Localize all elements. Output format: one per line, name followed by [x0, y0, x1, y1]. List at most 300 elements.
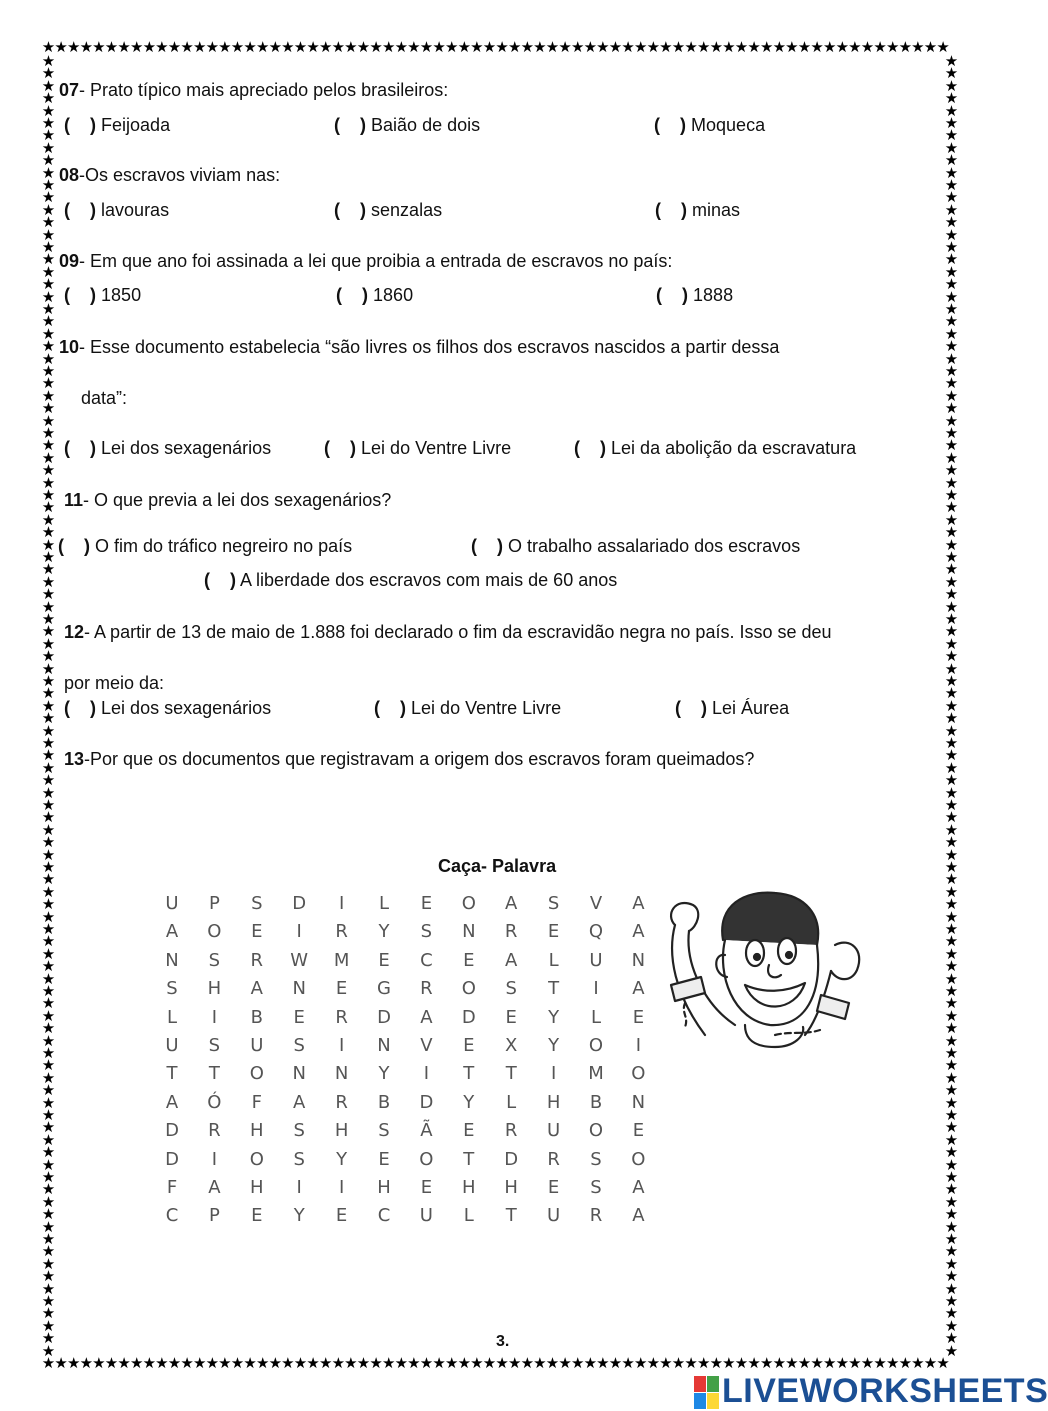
- border-star-icon: ★: [835, 39, 850, 56]
- border-star-icon: ★: [944, 400, 959, 418]
- border-star-icon: ★: [944, 90, 959, 108]
- border-star-icon: ★: [898, 1355, 913, 1372]
- border-star-icon: ★: [785, 39, 799, 56]
- wordsearch-letter[interactable]: H: [207, 978, 222, 1000]
- border-star-icon: ★: [419, 39, 434, 56]
- border-star-icon: ★: [944, 1280, 959, 1298]
- wordsearch-letter[interactable]: V: [589, 893, 603, 914]
- wordsearch-letter[interactable]: A: [632, 1205, 645, 1227]
- border-star-icon: ★: [722, 39, 736, 56]
- border-star-icon: ★: [944, 921, 959, 938]
- wordsearch-letter[interactable]: A: [632, 893, 645, 914]
- wordsearch-letter[interactable]: T: [463, 1063, 475, 1085]
- wordsearch-letter[interactable]: Q: [588, 921, 604, 943]
- wordsearch-letter[interactable]: T: [208, 1063, 220, 1085]
- border-star-icon: ★: [41, 834, 56, 852]
- border-star-icon: ★: [944, 1144, 959, 1162]
- border-star-icon: ★: [944, 1342, 959, 1360]
- border-star-icon: ★: [41, 425, 56, 442]
- border-star-icon: ★: [41, 958, 56, 976]
- border-star-icon: ★: [558, 1355, 572, 1372]
- option-11-b[interactable]: ( ) O trabalho assalariado dos escravos: [471, 536, 801, 556]
- wordsearch-letter[interactable]: E: [335, 978, 348, 1000]
- wordsearch-letter[interactable]: U: [589, 949, 603, 971]
- border-star-icon: ★: [41, 1317, 56, 1335]
- border-star-icon: ★: [306, 39, 320, 56]
- wordsearch-letter[interactable]: U: [547, 1120, 561, 1142]
- option-11-c[interactable]: ( ) A liberdade dos escravos com mais de 60 anos: [204, 570, 618, 590]
- wordsearch-letter[interactable]: N: [377, 1035, 391, 1056]
- wordsearch-letter[interactable]: Y: [548, 1006, 560, 1028]
- wordsearch-letter[interactable]: S: [505, 978, 517, 1000]
- wordsearch-letter[interactable]: S: [547, 893, 560, 914]
- border-star-icon: ★: [944, 536, 959, 554]
- wordsearch-letter[interactable]: A: [505, 949, 518, 971]
- wordsearch-letter[interactable]: S: [293, 1120, 305, 1142]
- wordsearch-letter[interactable]: I: [296, 1177, 302, 1198]
- wordsearch-letter[interactable]: N: [631, 1091, 646, 1113]
- wordsearch-letter[interactable]: P: [208, 1205, 220, 1227]
- border-star-icon: ★: [41, 189, 56, 207]
- wordsearch-letter[interactable]: O: [631, 1063, 646, 1085]
- border-star-icon: ★: [41, 449, 56, 467]
- wordsearch-letter[interactable]: A: [208, 1177, 221, 1198]
- option-09-c[interactable]: ( ) 1888: [656, 285, 734, 305]
- border-star-icon: ★: [41, 1094, 56, 1112]
- wordsearch-letter[interactable]: E: [463, 949, 475, 971]
- wordsearch-letter[interactable]: S: [208, 1035, 221, 1056]
- wordsearch-letter[interactable]: I: [338, 893, 345, 914]
- wordsearch-letter[interactable]: Y: [336, 1148, 348, 1170]
- wordsearch-letter[interactable]: O: [249, 1063, 264, 1085]
- border-star-icon: ★: [41, 933, 56, 951]
- border-star-icon: ★: [104, 1355, 119, 1372]
- border-star-icon: ★: [41, 1131, 56, 1149]
- option-09-b[interactable]: ( ) 1860: [336, 285, 414, 305]
- border-star-icon: ★: [944, 1206, 959, 1224]
- border-star-icon: ★: [41, 338, 56, 356]
- border-star-icon: ★: [898, 39, 913, 56]
- option-07-c[interactable]: ( ) Moqueca: [654, 115, 766, 135]
- border-star-icon: ★: [192, 1355, 207, 1372]
- wordsearch-letter[interactable]: U: [165, 893, 179, 914]
- wordsearch-letter[interactable]: H: [504, 1177, 518, 1198]
- option-12-a[interactable]: ( ) Lei dos sexagenários: [64, 698, 272, 718]
- border-star-icon: ★: [944, 1231, 959, 1248]
- border-star-icon: ★: [944, 710, 959, 728]
- border-star-icon: ★: [369, 1355, 383, 1372]
- wordsearch-letter[interactable]: L: [590, 1006, 602, 1028]
- wordsearch-letter[interactable]: O: [249, 1148, 264, 1170]
- border-star-icon: ★: [41, 611, 56, 628]
- wordsearch-letter[interactable]: W: [290, 949, 309, 971]
- border-star-icon: ★: [944, 115, 959, 132]
- wordsearch-letter[interactable]: I: [550, 1063, 557, 1085]
- wordsearch-letter[interactable]: D: [165, 1120, 179, 1142]
- wordsearch-letter[interactable]: A: [293, 1091, 306, 1113]
- border-star-icon: ★: [142, 39, 157, 56]
- wordsearch-letter[interactable]: P: [208, 893, 220, 914]
- border-star-icon: ★: [944, 1119, 959, 1137]
- wordsearch-letter[interactable]: R: [335, 1091, 348, 1113]
- border-star-icon: ★: [243, 39, 257, 56]
- wordsearch-letter[interactable]: S: [293, 1035, 305, 1056]
- wordsearch-letter[interactable]: O: [461, 893, 476, 914]
- wordsearch-letter[interactable]: F: [166, 1177, 178, 1198]
- wordsearch-letter[interactable]: A: [165, 1091, 179, 1113]
- wordsearch-letter[interactable]: E: [547, 921, 560, 943]
- wordsearch-letter[interactable]: L: [506, 1091, 517, 1113]
- border-star-icon: ★: [944, 1255, 959, 1273]
- border-star-icon: ★: [41, 239, 56, 256]
- border-star-icon: ★: [407, 1355, 421, 1372]
- border-star-icon: ★: [41, 859, 56, 876]
- border-star-icon: ★: [520, 39, 535, 56]
- wordsearch-letter[interactable]: S: [420, 921, 433, 943]
- wordsearch-letter[interactable]: I: [423, 1063, 430, 1085]
- border-star-icon: ★: [944, 1169, 959, 1186]
- wordsearch-letter[interactable]: O: [207, 921, 222, 943]
- wordsearch-letter[interactable]: E: [378, 949, 390, 971]
- border-star-icon: ★: [41, 524, 56, 542]
- wordsearch-letter[interactable]: F: [251, 1091, 262, 1113]
- wordsearch-letter[interactable]: O: [631, 1148, 646, 1170]
- wordsearch-letter[interactable]: Y: [378, 921, 390, 943]
- wordsearch-letter[interactable]: S: [590, 1148, 602, 1170]
- wordsearch-title: Caça- Palavra: [438, 856, 557, 876]
- wordsearch-letter[interactable]: H: [250, 1120, 264, 1142]
- border-star-icon: ★: [944, 995, 959, 1013]
- wordsearch-letter[interactable]: D: [504, 1148, 519, 1170]
- border-star-icon: ★: [381, 39, 396, 56]
- wordsearch-letter[interactable]: S: [251, 893, 263, 914]
- border-star-icon: ★: [41, 573, 56, 591]
- border-star-icon: ★: [759, 39, 774, 56]
- wordsearch-letter[interactable]: S: [378, 1120, 390, 1142]
- option-07-a[interactable]: ( ) Feijoada: [64, 115, 171, 135]
- border-star-icon: ★: [41, 983, 56, 1000]
- wordsearch-letter[interactable]: N: [631, 949, 646, 971]
- border-star-icon: ★: [885, 1355, 900, 1372]
- border-star-icon: ★: [41, 474, 56, 492]
- wordsearch-letter[interactable]: T: [548, 978, 560, 1000]
- wordsearch-letter[interactable]: E: [251, 921, 263, 943]
- border-star-icon: ★: [734, 39, 749, 56]
- wordsearch-letter[interactable]: R: [335, 1006, 348, 1028]
- wordsearch-letter[interactable]: N: [292, 978, 306, 1000]
- wordsearch-letter[interactable]: U: [419, 1205, 433, 1227]
- wordsearch-letter[interactable]: B: [377, 1091, 391, 1113]
- wordsearch-letter[interactable]: T: [505, 1063, 517, 1085]
- wordsearch-letter[interactable]: M: [588, 1063, 604, 1085]
- border-star-icon: ★: [117, 1355, 131, 1372]
- border-star-icon: ★: [142, 1355, 157, 1372]
- border-star-icon: ★: [944, 338, 959, 356]
- border-star-icon: ★: [944, 139, 959, 157]
- border-star-icon: ★: [944, 226, 959, 244]
- border-star-icon: ★: [671, 39, 686, 56]
- wordsearch-letter[interactable]: I: [211, 1148, 218, 1170]
- wordsearch-letter[interactable]: E: [463, 1035, 475, 1056]
- border-star-icon: ★: [684, 39, 698, 56]
- border-star-icon: ★: [944, 598, 959, 616]
- wordsearch-letter[interactable]: A: [165, 921, 179, 943]
- option-12-b[interactable]: ( ) Lei do Ventre Livre: [374, 698, 562, 718]
- wordsearch-letter[interactable]: T: [463, 1148, 475, 1170]
- option-08-b[interactable]: ( ) senzalas: [334, 200, 443, 220]
- wordsearch-letter[interactable]: E: [463, 1120, 475, 1142]
- wordsearch-letter[interactable]: R: [547, 1148, 560, 1170]
- border-star-icon: ★: [944, 573, 959, 591]
- border-star-icon: ★: [646, 39, 661, 56]
- border-star-icon: ★: [944, 821, 959, 839]
- border-star-icon: ★: [570, 39, 585, 56]
- wordsearch-letter[interactable]: T: [505, 1205, 517, 1227]
- wordsearch-letter[interactable]: D: [165, 1148, 179, 1170]
- border-star-icon: ★: [41, 276, 56, 294]
- border-star-icon: ★: [41, 883, 56, 901]
- wordsearch-letter[interactable]: Y: [293, 1205, 305, 1227]
- wordsearch-letter[interactable]: E: [632, 1120, 645, 1142]
- border-star-icon: ★: [54, 39, 68, 56]
- border-star-icon: ★: [944, 896, 959, 914]
- wordsearch-letter[interactable]: E: [420, 893, 433, 914]
- wordsearch-letter[interactable]: S: [293, 1148, 305, 1170]
- border-star-icon: ★: [944, 462, 959, 480]
- border-star-icon: ★: [944, 65, 959, 83]
- border-star-icon: ★: [944, 363, 959, 380]
- wordsearch-letter[interactable]: D: [419, 1091, 434, 1113]
- wordsearch-letter[interactable]: V: [420, 1035, 433, 1056]
- wordsearch-letter[interactable]: G: [377, 978, 391, 1000]
- border-star-icon: ★: [41, 1218, 56, 1236]
- border-star-icon: ★: [41, 1144, 56, 1162]
- wordsearch-letter[interactable]: H: [546, 1091, 561, 1113]
- border-star-icon: ★: [621, 1355, 635, 1372]
- wordsearch-letter[interactable]: A: [250, 978, 263, 1000]
- wordsearch-letter[interactable]: C: [377, 1205, 391, 1227]
- wordsearch-letter[interactable]: E: [632, 1006, 645, 1028]
- border-star-icon: ★: [180, 39, 194, 56]
- border-star-icon: ★: [457, 39, 472, 56]
- border-star-icon: ★: [41, 871, 56, 889]
- wordsearch-letter[interactable]: O: [588, 1035, 604, 1056]
- wordsearch-letter[interactable]: B: [589, 1091, 603, 1113]
- border-star-icon: ★: [633, 1355, 648, 1372]
- wordsearch-letter[interactable]: U: [547, 1205, 561, 1227]
- border-star-icon: ★: [810, 1355, 824, 1372]
- border-star-icon: ★: [255, 1355, 270, 1372]
- wordsearch-letter[interactable]: H: [462, 1177, 476, 1198]
- border-star-icon: ★: [570, 1355, 585, 1372]
- freed-slave-illustration: [645, 885, 870, 1050]
- wordsearch-letter[interactable]: E: [378, 1148, 390, 1170]
- wordsearch-letter[interactable]: L: [166, 1006, 178, 1028]
- border-star-icon: ★: [911, 39, 925, 56]
- border-star-icon: ★: [41, 90, 56, 108]
- wordsearch-letter[interactable]: A: [632, 1177, 645, 1198]
- wordsearch-letter[interactable]: L: [548, 949, 559, 971]
- border-star-icon: ★: [923, 39, 938, 56]
- border-star-icon: ★: [659, 39, 673, 56]
- border-star-icon: ★: [944, 1032, 959, 1050]
- wordsearch-letter[interactable]: O: [419, 1148, 434, 1170]
- option-08-c[interactable]: ( ) minas: [655, 200, 741, 220]
- wordsearch-letter[interactable]: I: [593, 978, 599, 1000]
- wordsearch-letter[interactable]: M: [333, 949, 350, 971]
- wordsearch-letter[interactable]: R: [504, 921, 518, 943]
- border-star-icon: ★: [944, 1020, 959, 1038]
- border-star-icon: ★: [41, 921, 56, 938]
- option-12-c[interactable]: ( ) Lei Áurea: [675, 698, 790, 718]
- option-10-c[interactable]: ( ) Lei da abolição da escravatura: [574, 438, 857, 458]
- border-star-icon: ★: [331, 1355, 346, 1372]
- wordsearch-letter[interactable]: O: [588, 1120, 604, 1142]
- border-star-icon: ★: [104, 39, 119, 56]
- wordsearch-letter[interactable]: H: [334, 1120, 349, 1142]
- wordsearch-letter[interactable]: U: [165, 1035, 179, 1056]
- border-star-icon: ★: [558, 39, 572, 56]
- border-star-icon: ★: [41, 797, 56, 814]
- wordsearch-letter[interactable]: A: [505, 893, 518, 914]
- wordsearch-letter[interactable]: C: [165, 1205, 179, 1227]
- border-star-icon: ★: [944, 970, 959, 988]
- wordsearch-letter[interactable]: N: [165, 949, 179, 971]
- border-star-icon: ★: [41, 1206, 56, 1224]
- border-star-icon: ★: [944, 648, 959, 666]
- wordsearch-letter[interactable]: L: [463, 1205, 474, 1227]
- option-11-a[interactable]: ( ) O fim do tráfico negreiro no país: [58, 536, 353, 556]
- wordsearch-letter[interactable]: B: [250, 1006, 263, 1028]
- border-star-icon: ★: [66, 1355, 81, 1372]
- wordsearch-letter[interactable]: D: [461, 1006, 476, 1028]
- border-star-icon: ★: [944, 1094, 959, 1112]
- border-star-icon: ★: [696, 1355, 711, 1372]
- wordsearch-letter[interactable]: N: [292, 1063, 306, 1085]
- option-08-a[interactable]: ( ) lavouras: [64, 200, 170, 220]
- border-star-icon: ★: [785, 1355, 799, 1372]
- border-star-icon: ★: [41, 164, 56, 182]
- border-star-icon: ★: [944, 784, 959, 802]
- wordsearch-letter[interactable]: U: [250, 1035, 264, 1056]
- wordsearch-letter[interactable]: I: [635, 1035, 642, 1056]
- wordsearch-letter[interactable]: A: [632, 921, 645, 943]
- border-star-icon: ★: [41, 1268, 56, 1286]
- wordsearch-letter[interactable]: R: [420, 978, 433, 1000]
- border-star-icon: ★: [92, 1355, 106, 1372]
- border-star-icon: ★: [41, 660, 56, 678]
- liveworksheets-logo-icon: [694, 1376, 720, 1410]
- wordsearch-letter[interactable]: T: [166, 1063, 178, 1085]
- border-star-icon: ★: [205, 1355, 220, 1372]
- option-10-b[interactable]: ( ) Lei do Ventre Livre: [324, 438, 512, 458]
- wordsearch-letter[interactable]: D: [377, 1006, 391, 1028]
- border-star-icon: ★: [369, 39, 383, 56]
- wordsearch-letter[interactable]: H: [377, 1177, 391, 1198]
- wordsearch-letter[interactable]: D: [292, 893, 307, 914]
- border-star-icon: ★: [419, 1355, 434, 1372]
- wordsearch-letter[interactable]: I: [338, 1035, 345, 1056]
- border-star-icon: ★: [944, 437, 959, 455]
- wordsearch-letter[interactable]: E: [420, 1177, 433, 1198]
- border-star-icon: ★: [41, 747, 56, 765]
- wordsearch-letter[interactable]: X: [505, 1035, 518, 1056]
- border-star-icon: ★: [41, 710, 56, 728]
- wordsearch-letter[interactable]: E: [335, 1205, 348, 1227]
- option-09-a[interactable]: ( ) 1850: [64, 285, 142, 305]
- wordsearch-letter[interactable]: S: [208, 949, 221, 971]
- wordsearch-letter[interactable]: H: [250, 1177, 264, 1198]
- border-star-icon: ★: [41, 499, 56, 517]
- wordsearch-letter[interactable]: Y: [548, 1035, 560, 1056]
- wordsearch-letter[interactable]: S: [166, 978, 178, 1000]
- wordsearch-letter[interactable]: O: [461, 978, 476, 1000]
- border-star-icon: ★: [944, 747, 959, 765]
- wordsearch-letter[interactable]: Y: [378, 1063, 390, 1085]
- border-star-icon: ★: [117, 39, 131, 56]
- wordsearch-letter[interactable]: R: [589, 1205, 603, 1227]
- border-star-icon: ★: [923, 1355, 938, 1372]
- wordsearch-letter[interactable]: L: [378, 893, 390, 914]
- wordsearch-letter[interactable]: R: [335, 921, 348, 943]
- border-star-icon: ★: [41, 65, 56, 83]
- wordsearch-letter[interactable]: A: [632, 978, 645, 1000]
- border-star-icon: ★: [944, 722, 959, 740]
- border-star-icon: ★: [41, 462, 56, 480]
- wordsearch-letter[interactable]: Ã: [420, 1120, 433, 1142]
- border-star-icon: ★: [41, 313, 56, 331]
- wordsearch-letter[interactable]: N: [334, 1063, 349, 1085]
- border-star-icon: ★: [533, 39, 547, 56]
- wordsearch-letter[interactable]: A: [420, 1006, 433, 1028]
- wordsearch-letter[interactable]: E: [505, 1006, 517, 1028]
- border-star-icon: ★: [41, 1330, 56, 1348]
- wordsearch-letter[interactable]: Y: [463, 1091, 475, 1113]
- wordsearch-letter[interactable]: S: [590, 1177, 602, 1198]
- border-star-icon: ★: [507, 39, 522, 56]
- question-09: 09- Em que ano foi assinada a lei que proibia a entrada de escravos no país:: [59, 251, 673, 271]
- wordsearch-letter[interactable]: R: [208, 1120, 221, 1142]
- wordsearch-letter[interactable]: I: [338, 1177, 345, 1198]
- border-star-icon: ★: [583, 39, 598, 56]
- border-star-icon: ★: [545, 39, 560, 56]
- wordsearch-letter[interactable]: C: [420, 949, 433, 971]
- wordsearch-letter[interactable]: E: [251, 1205, 263, 1227]
- border-star-icon: ★: [192, 39, 207, 56]
- option-07-b[interactable]: ( ) Baião de dois: [334, 115, 481, 135]
- option-10-a[interactable]: ( ) Lei dos sexagenários: [64, 438, 272, 458]
- wordsearch-letter[interactable]: E: [293, 1006, 305, 1028]
- border-star-icon: ★: [41, 412, 56, 430]
- border-star-icon: ★: [944, 549, 959, 566]
- wordsearch-letter[interactable]: R: [250, 949, 264, 971]
- border-star-icon: ★: [944, 1069, 959, 1087]
- border-star-icon: ★: [944, 1007, 959, 1025]
- border-star-icon: ★: [129, 39, 144, 56]
- border-star-icon: ★: [621, 39, 635, 56]
- wordsearch-letter[interactable]: I: [296, 921, 302, 943]
- border-star-icon: ★: [79, 39, 94, 56]
- border-star-icon: ★: [41, 1243, 56, 1261]
- border-star-icon: ★: [944, 425, 959, 442]
- wordsearch-letter[interactable]: N: [462, 921, 476, 943]
- border-star-icon: ★: [944, 1330, 959, 1348]
- wordsearch-letter[interactable]: Ó: [207, 1091, 222, 1113]
- wordsearch-letter[interactable]: E: [547, 1177, 560, 1198]
- wordsearch-letter[interactable]: I: [211, 1006, 218, 1028]
- wordsearch-letter[interactable]: R: [504, 1120, 518, 1142]
- border-star-icon: ★: [356, 1355, 371, 1372]
